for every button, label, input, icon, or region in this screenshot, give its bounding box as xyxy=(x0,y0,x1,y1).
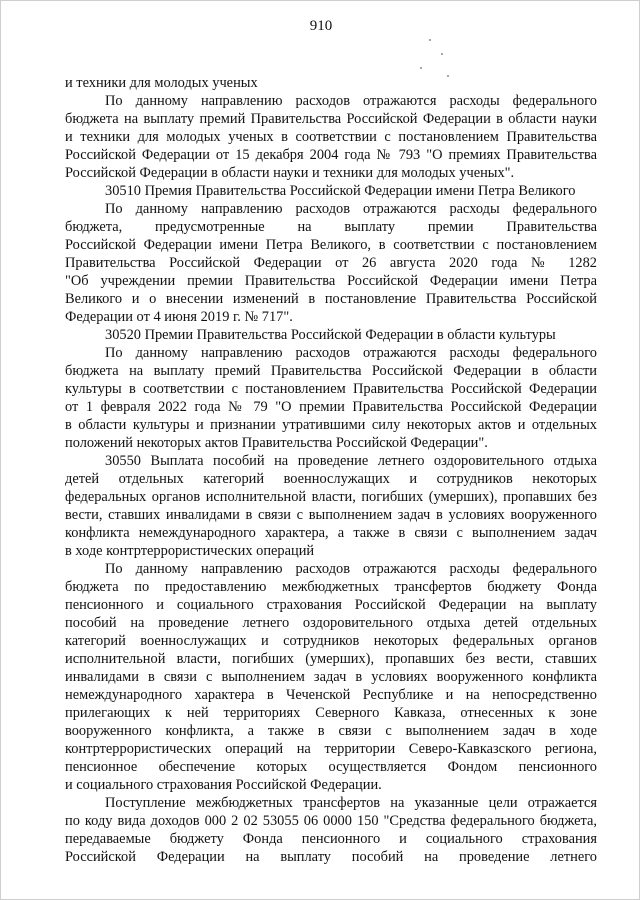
text-line: в ходе контртеррористических операций xyxy=(65,543,315,559)
scan-speck xyxy=(420,67,422,69)
text-line: по коду вида доходов 000 2 02 53055 06 0000 150 "Средства федерального бюджета, xyxy=(65,813,597,829)
text-line: в области культуры и признании утратившими силу некоторых актов и отдельных xyxy=(65,417,597,433)
text-line: передаваемые бюджету Фонда пенсионного и социального страхования xyxy=(65,831,597,847)
text-line: вести, ставших инвалидами в связи с выполнением задач в условиях вооруженного xyxy=(65,507,597,523)
text-line: бюджета на выплату премий Правительства Российской Федерации в области xyxy=(65,363,597,379)
text-line: и техники для молодых ученых xyxy=(65,75,258,91)
text-line: Российской Федерации от 15 декабря 2004 года № 793 "О премиях Правительства xyxy=(65,147,597,163)
text-line: и техники для молодых ученых в соответствии с постановлением Правительства xyxy=(65,129,597,145)
text-line: бюджета по предоставлению межбюджетных трансфертов бюджету Фонда xyxy=(65,579,597,595)
text-line: и социального страхования Российской Федерации. xyxy=(65,777,382,793)
text-line: категорий военнослужащих и сотрудников некоторых федеральных органов xyxy=(65,633,597,649)
text-line: инвалидами в связи с выполнением задач в условиях вооруженного конфликта xyxy=(65,669,597,685)
text-line: По данному направлению расходов отражаются расходы федерального xyxy=(105,345,597,361)
text-line: Российской Федерации на выплату пособий на проведение летнего xyxy=(65,849,597,865)
text-line: 30520 Премии Правительства Российской Федерации в области культуры xyxy=(105,327,556,343)
text-line: пенсионного и социального страхования Российской Федерации на выплату xyxy=(65,597,597,613)
text-line: от 1 февраля 2022 года № 79 "О премии Правительства Российской Федерации xyxy=(65,399,597,415)
text-line: 30550 Выплата пособий на проведение летнего оздоровительного отдыха xyxy=(105,453,597,469)
text-line: Российской Федерации в области науки и техники для молодых ученых". xyxy=(65,165,515,181)
text-line: Великого и о внесении изменений в постановление Правительства Российской xyxy=(65,291,597,307)
text-line: пособий на проведение летнего оздоровительного отдыха детей отдельных xyxy=(65,615,597,631)
text-line: исполнительной власти, погибших (умерших), пропавших без вести, ставших xyxy=(65,651,597,667)
scan-speck xyxy=(441,53,443,55)
text-line: Российской Федерации имени Петра Великого, в соответствии с постановлением xyxy=(65,237,597,253)
text-line: бюджета на выплату премий Правительства Российской Федерации в области науки xyxy=(65,111,597,127)
text-line: культуры в соответствии с постановлением Правительства Российской Федерации xyxy=(65,381,597,397)
text-line: контртеррористических операций на территории Северо-Кавказского региона, xyxy=(65,741,597,757)
text-line: По данному направлению расходов отражаются расходы федерального xyxy=(105,561,597,577)
text-line: немеждународного характера в Чеченской Республике и на непосредственно xyxy=(65,687,597,703)
text-line: конфликта немеждународного характера, а также в связи с выполнением задач xyxy=(65,525,597,541)
text-line: По данному направлению расходов отражаются расходы федерального xyxy=(105,93,597,109)
scan-speck xyxy=(429,39,431,41)
document-body xyxy=(65,74,597,866)
text-line: детей отдельных категорий военнослужащих и сотрудников некоторых xyxy=(65,471,597,487)
text-line: вооруженного конфликта, а также в связи с выполнением задач в ходе xyxy=(65,723,597,739)
text-line: Федерации от 4 июня 2019 г. № 717". xyxy=(65,309,293,325)
text-line: Поступление межбюджетных трансфертов на указанные цели отражается xyxy=(105,795,597,811)
text-line: "Об учреждении премии Правительства Российской Федерации имени Петра xyxy=(65,273,597,289)
text-line: положений некоторых актов Правительства Российской Федерации". xyxy=(65,435,488,451)
text-line: 30510 Премия Правительства Российской Федерации имени Петра Великого xyxy=(105,183,576,199)
text-line: бюджета, предусмотренные на выплату премии Правительства xyxy=(65,219,597,235)
text-line: федеральных органов исполнительной власти, погибших (умерших), пропавших без xyxy=(65,489,597,505)
text-line: прилегающих к ней территориях Северного Кавказа, отнесенных к зоне xyxy=(65,705,597,721)
page-number: 910 xyxy=(309,18,333,34)
text-line: пенсионное обеспечение которых осуществляется Фондом пенсионного xyxy=(65,759,597,775)
text-line: Правительства Российской Федерации от 26 августа 2020 года № 1282 xyxy=(65,255,597,271)
text-line: По данному направлению расходов отражаются расходы федерального xyxy=(105,201,597,217)
